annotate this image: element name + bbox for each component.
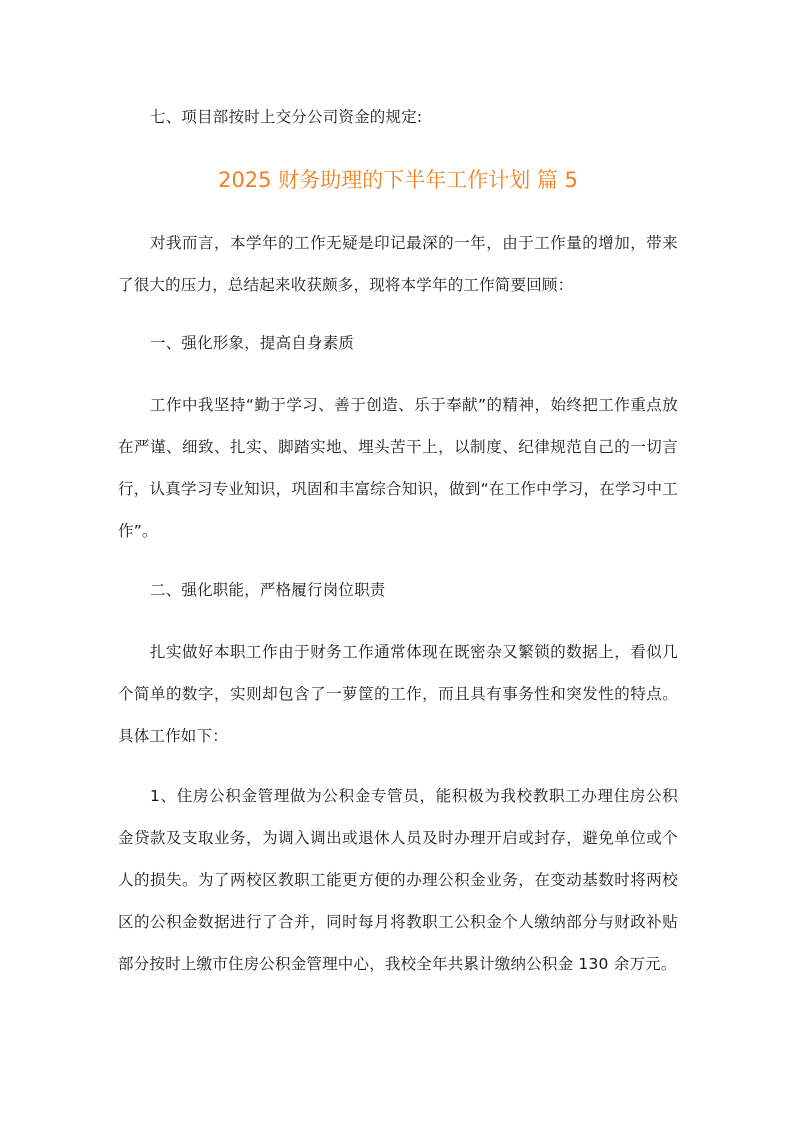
- document-title: 2025 财务助理的下半年工作计划 篇 5: [218, 168, 578, 192]
- heading-1: 一、强化形象，提高自身素质: [150, 334, 355, 352]
- section-heading-7: 七、项目部按时上交分公司资金的规定:: [150, 108, 423, 126]
- intro-paragraph: 对我而言，本学年的工作无疑是印记最深的一年，由于工作量的增加，带来了很大的压力，总结起来收获颇多，现将本学年的工作简要回顾：: [118, 234, 678, 294]
- heading-2: 二、强化职能，严格履行岗位职责: [150, 581, 386, 599]
- paragraph-2: 扎实做好本职工作由于财务工作通常体现在既密杂又繁锁的数据上，看似几个简单的数字，实则却包含了一萝筐的工作，而且具有事务性和突发性的特点。具体工作如下：: [118, 643, 678, 745]
- paragraph-3: 1、住房公积金管理做为公积金专管员，能积极为我校教职工办理住房公积金贷款及支取业务，为调入调出或退休人员及时办理开启或封存，避免单位或个人的损失。为了两校区教职工能更方便的办理公积金业务，在变动基数时将两校区的公积金数据进行了合并，同时每月将教职工公积金个人缴纳部分与财政补贴部分按时上缴市住房公积金管理中心，我校全年共累计缴纳公积金 130 余万元。: [118, 787, 678, 973]
- paragraph-1: 工作中我坚持“勤于学习、善于创造、乐于奉献”的精神，始终把工作重点放在严谨、细致、扎实、脚踏实地、埋头苦干上，以制度、纪律规范自己的一切言行，认真学习专业知识，巩固和丰富综合知识，做到“在工作中学习，在学习中工作”。: [118, 396, 678, 540]
